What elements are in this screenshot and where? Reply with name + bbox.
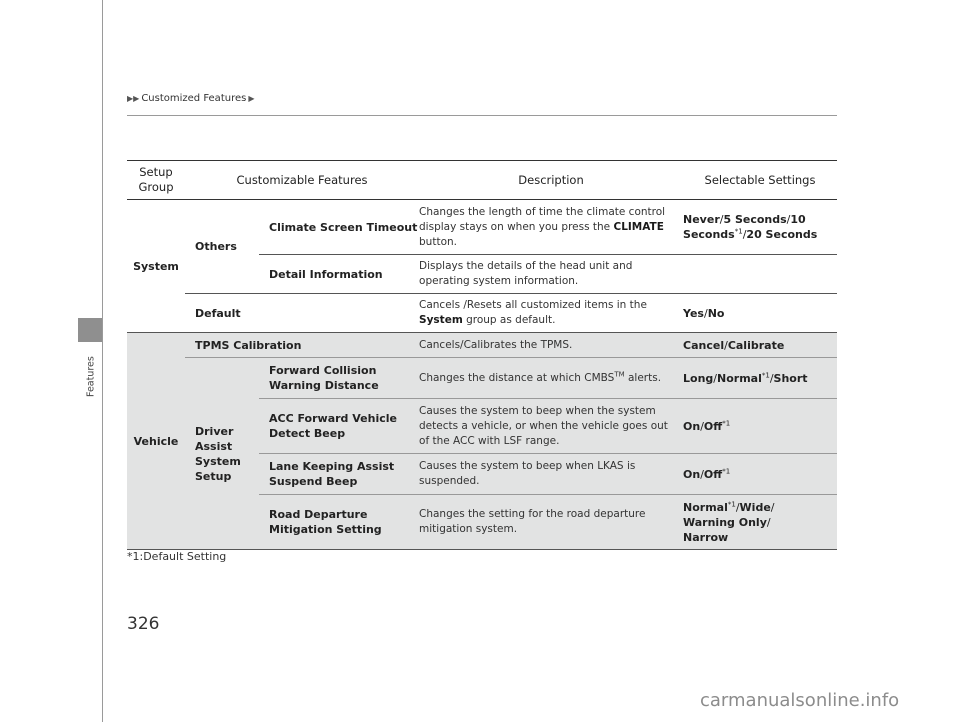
desc-tpms-calibration: Cancels/Calibrates the TPMS. bbox=[419, 333, 683, 358]
page-number: 326 bbox=[127, 614, 160, 634]
table-row bbox=[127, 358, 837, 399]
group-system: System bbox=[127, 200, 185, 333]
settings-default: Yes/No bbox=[683, 294, 837, 333]
desc-rdm-setting: Changes the setting for the road departure mitigation system. bbox=[419, 495, 683, 550]
customizable-features-table bbox=[127, 160, 837, 550]
header-rule bbox=[127, 115, 837, 116]
breadcrumb-label[interactable]: Customized Features bbox=[141, 93, 247, 104]
footnote: *1:Default Setting bbox=[127, 550, 227, 563]
desc-fcw-distance: Changes the distance at which CMBS™ alerts. bbox=[419, 358, 683, 399]
watermark: carmanualsonline.info bbox=[700, 690, 900, 711]
feature-acc-detect-beep: ACC Forward Vehicle Detect Beep bbox=[259, 399, 419, 454]
desc-lka-suspend-beep: Causes the system to beep when LKAS is suspended. bbox=[419, 454, 683, 495]
table-header-row bbox=[127, 161, 837, 200]
feature-detail-information: Detail Information bbox=[259, 255, 419, 294]
section-tab-label: Features bbox=[85, 356, 97, 398]
settings-climate-screen-timeout: Never/5 Seconds/10 Seconds$^{*1}$/20 Seconds bbox=[683, 200, 837, 255]
feature-climate-screen-timeout: Climate Screen Timeout bbox=[259, 200, 419, 255]
desc-climate-screen-timeout: Changes the length of time the climate control display stays on when you press the CLIMATE button. bbox=[419, 200, 683, 255]
desc-acc-detect-beep: Causes the system to beep when the system detects a vehicle, or when the vehicle goes out of the ACC with LSF range. bbox=[419, 399, 683, 454]
group-vehicle: Vehicle bbox=[127, 333, 185, 550]
feature-lka-suspend-beep: Lane Keeping Assist Suspend Beep bbox=[259, 454, 419, 495]
feature-rdm-setting: Road Departure Mitigation Setting bbox=[259, 495, 419, 550]
table-row bbox=[127, 200, 837, 255]
header-customizable-features: Customizable Features bbox=[185, 161, 419, 200]
settings-fcw-distance: Long/Normal$^{*1}$/Short bbox=[683, 358, 837, 399]
settings-tpms-calibration: Cancel/Calibrate bbox=[683, 333, 837, 358]
settings-lka-suspend-beep: On/Off$^{*1}$ bbox=[683, 454, 837, 495]
desc-detail-information: Displays the details of the head unit and operating system information. bbox=[419, 255, 683, 294]
feature-tpms-calibration: TPMS Calibration bbox=[185, 333, 419, 358]
breadcrumb-arrow-icon: ▶ bbox=[248, 94, 255, 103]
subgroup-driver-assist: Driver Assist System Setup bbox=[185, 358, 259, 550]
table-row bbox=[127, 294, 837, 333]
subgroup-others: Others bbox=[195, 240, 237, 253]
header-selectable-settings: Selectable Settings bbox=[683, 161, 837, 200]
breadcrumb bbox=[127, 93, 254, 104]
settings-acc-detect-beep: On/Off$^{*1}$ bbox=[683, 399, 837, 454]
feature-default: Default bbox=[185, 294, 419, 333]
breadcrumb-arrow-icon: ▶▶ bbox=[127, 94, 140, 103]
header-description: Description bbox=[419, 161, 683, 200]
settings-rdm-setting: Normal$^{*1}$/Wide/ Warning Only/ Narrow bbox=[683, 495, 837, 550]
table-row bbox=[127, 333, 837, 358]
header-setup-group: Setup Group bbox=[127, 161, 185, 200]
desc-default: Cancels /Resets all customized items in the System group as default. bbox=[419, 294, 683, 333]
feature-fcw-distance: Forward Collision Warning Distance bbox=[259, 358, 419, 399]
section-tab-marker bbox=[78, 318, 102, 342]
